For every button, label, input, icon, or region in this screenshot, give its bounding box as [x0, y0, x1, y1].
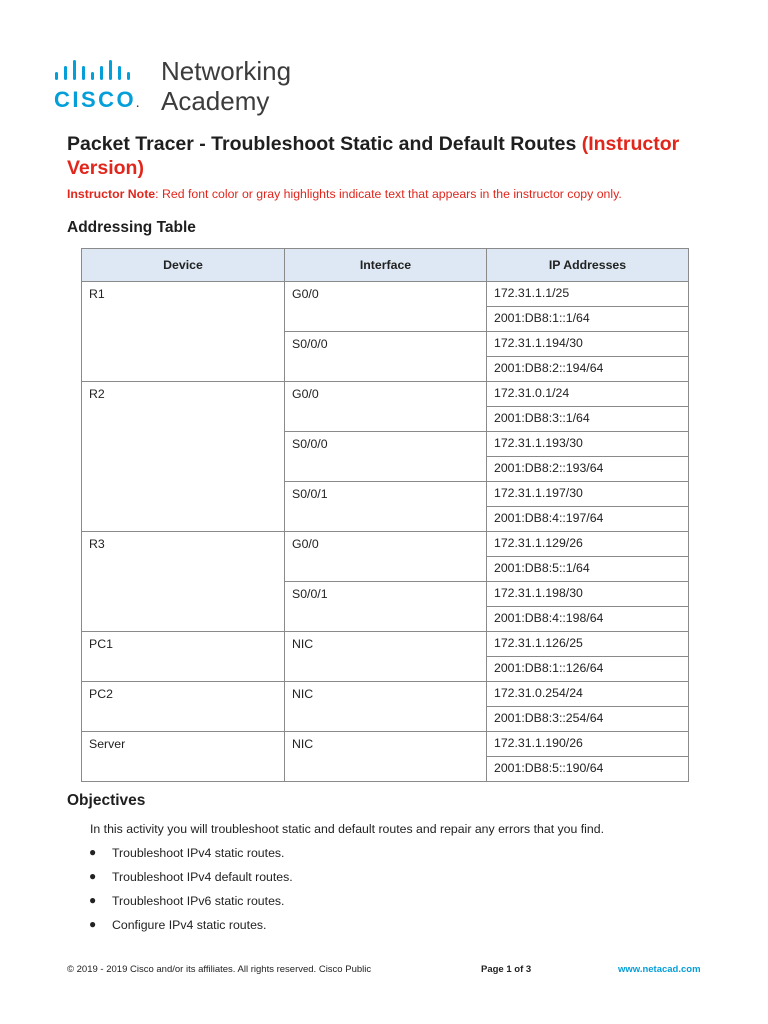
bullet-icon: ● [89, 845, 97, 859]
networking-academy-wordmark: Networking Academy [161, 56, 292, 116]
device-cell: R2 [82, 382, 285, 532]
list-item: ● Configure IPv4 static routes. [89, 917, 267, 932]
device-cell: R1 [82, 282, 285, 382]
device-cell: R3 [82, 532, 285, 632]
ip-address-cell: 2001:DB8:4::198/64 [487, 607, 689, 632]
ip-address-cell: 172.31.1.198/30 [487, 582, 689, 607]
interface-cell: S0/0/0 [285, 432, 487, 482]
interface-cell: G0/0 [285, 282, 487, 332]
column-header-interface: Interface [285, 249, 487, 282]
objectives-heading: Objectives [67, 792, 146, 809]
cisco-wordmark: CISCO. [54, 87, 139, 112]
instructor-version-label: (Instructor Version) [67, 133, 680, 179]
ip-address-cell: 172.31.1.190/26 [487, 732, 689, 757]
table-row [82, 382, 689, 407]
addressing-table [81, 248, 689, 782]
interface-cell: G0/0 [285, 532, 487, 582]
ip-address-cell: 2001:DB8:5::1/64 [487, 557, 689, 582]
addressing-table-body [82, 282, 689, 782]
interface-cell: G0/0 [285, 382, 487, 432]
table-row [82, 682, 689, 707]
interface-cell: NIC [285, 632, 487, 682]
ip-address-cell: 2001:DB8:1::126/64 [487, 657, 689, 682]
ip-address-cell: 172.31.0.254/24 [487, 682, 689, 707]
objectives-list [88, 845, 293, 941]
footer-copyright: © 2019 - 2019 Cisco and/or its affiliates. All rights reserved. Cisco Public [67, 964, 372, 975]
instructor-note: Instructor Note: Red font color or gray highlights indicate text that appears in the instructor copy only. [67, 187, 622, 201]
table-row [82, 532, 689, 557]
interface-cell: S0/0/0 [285, 332, 487, 382]
table-row [82, 732, 689, 757]
bullet-icon: ● [89, 893, 97, 907]
bullet-icon: ● [89, 869, 97, 883]
ip-address-cell: 2001:DB8:1::1/64 [487, 307, 689, 332]
ip-address-cell: 2001:DB8:2::193/64 [487, 457, 689, 482]
table-row [82, 632, 689, 657]
interface-cell: S0/0/1 [285, 582, 487, 632]
ip-address-cell: 2001:DB8:2::194/64 [487, 357, 689, 382]
list-item: ● Troubleshoot IPv6 static routes. [89, 893, 285, 908]
table-row [82, 282, 689, 307]
ip-address-cell: 2001:DB8:5::190/64 [487, 757, 689, 782]
ip-address-cell: 172.31.1.129/26 [487, 532, 689, 557]
bullet-icon: ● [89, 917, 97, 931]
cisco-bars-icon [54, 60, 150, 84]
ip-address-cell: 172.31.0.1/24 [487, 382, 689, 407]
ip-address-cell: 172.31.1.1/25 [487, 282, 689, 307]
interface-cell: NIC [285, 682, 487, 732]
list-item: ● Troubleshoot IPv4 static routes. [89, 845, 285, 860]
ip-address-cell: 172.31.1.193/30 [487, 432, 689, 457]
ip-address-cell: 172.31.1.194/30 [487, 332, 689, 357]
cisco-networking-academy-logo [54, 58, 314, 118]
table-header-row [82, 249, 689, 282]
device-cell: Server [82, 732, 285, 782]
ip-address-cell: 172.31.1.126/25 [487, 632, 689, 657]
footer-page-number: Page 1 of 3 [481, 964, 532, 975]
footer-link[interactable]: www.netacad.com [618, 964, 701, 975]
device-cell: PC1 [82, 632, 285, 682]
ip-address-cell: 172.31.1.197/30 [487, 482, 689, 507]
interface-cell: S0/0/1 [285, 482, 487, 532]
addressing-table-heading: Addressing Table [67, 219, 196, 236]
column-header-ip-addresses: IP Addresses [487, 249, 689, 282]
ip-address-cell: 2001:DB8:4::197/64 [487, 507, 689, 532]
list-item: ● Troubleshoot IPv4 default routes. [89, 869, 293, 884]
page-title: Packet Tracer - Troubleshoot Static and Default Routes (Instructor Version) [67, 133, 680, 179]
interface-cell: NIC [285, 732, 487, 782]
device-cell: PC2 [82, 682, 285, 732]
ip-address-cell: 2001:DB8:3::254/64 [487, 707, 689, 732]
ip-address-cell: 2001:DB8:3::1/64 [487, 407, 689, 432]
column-header-device: Device [82, 249, 285, 282]
objectives-intro: In this activity you will troubleshoot static and default routes and repair any errors that you find. [90, 822, 605, 836]
